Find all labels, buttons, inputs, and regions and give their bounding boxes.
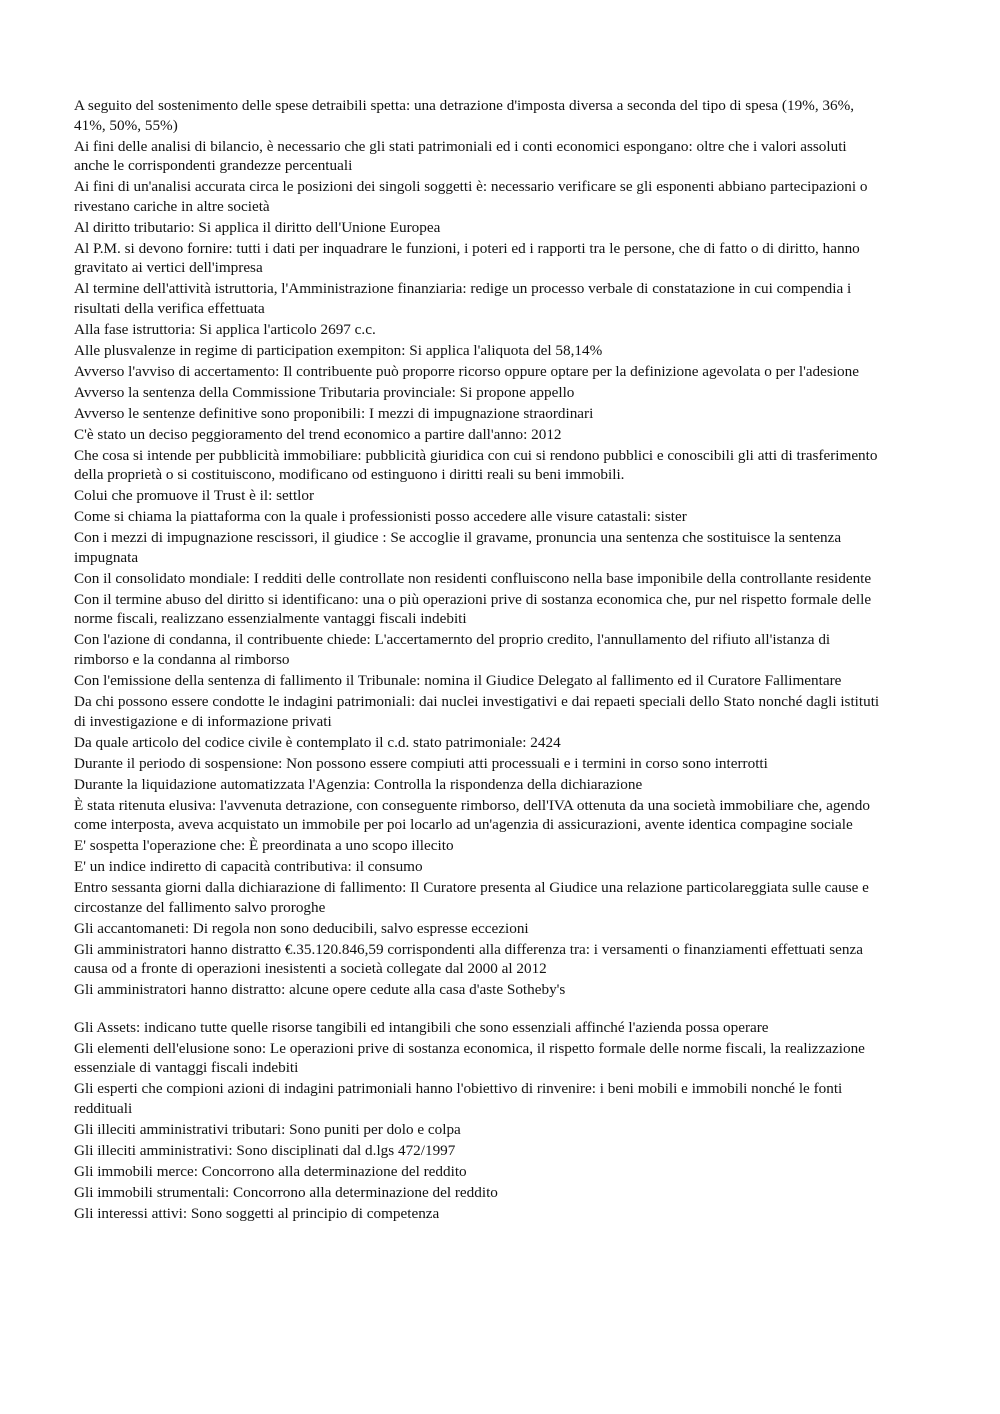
qa-entry: E' un indice indiretto di capacità contributiva: il consumo bbox=[74, 858, 423, 876]
qa-entry: Da quale articolo del codice civile è contemplato il c.d. stato patrimoniale: 2424 bbox=[74, 733, 561, 751]
qa-entry: Gli amministratori hanno distratto €.35.120.846,59 corrispondenti alla differenza tra: i versamenti o finanziamenti effettuati senza causa od a fronte di operazioni inesistenti a società collegate dal 2000 al 2012 bbox=[74, 940, 863, 978]
qa-entry: A seguito del sostenimento delle spese detraibili spetta: una detrazione d'imposta diversa a seconda del tipo di spesa (19%, 36%, 41%, 50%, 55%) bbox=[74, 97, 855, 134]
qa-entry: Gli illeciti amministrativi tributari: Sono puniti per dolo e colpa bbox=[74, 1120, 461, 1138]
qa-entry: È stata ritenuta elusiva: l'avvenuta detrazione, con conseguente rimborso, dell'IVA ottenuta da una società immobiliare che, agendo come interposta, aveva acquistato un immobile per poi locarlo ad un'agenzia di assicurazioni, avente identica compagine sociale bbox=[74, 796, 870, 834]
qa-entry: Come si chiama la piattaforma con la quale i professionisti posso accedere alle visure catastali: sister bbox=[74, 508, 687, 526]
qa-entry-list bbox=[74, 96, 882, 1225]
qa-entry: Alle plusvalenze in regime di participation exempiton: Si applica l'aliquota del 58,14% bbox=[74, 341, 603, 359]
qa-entry: Al termine dell'attività istruttoria, l'Amministrazione finanziaria: redige un processo verbale di constatazione in cui compendia i risultati della verifica effettuata bbox=[74, 280, 852, 317]
qa-entry: Durante il periodo di sospensione: Non possono essere compiuti atti processuali e i termini in corso sono interrotti bbox=[74, 754, 768, 772]
qa-entry: Gli accantomaneti: Di regola non sono deducibili, salvo espresse eccezioni bbox=[74, 919, 529, 937]
qa-entry: Che cosa si intende per pubblicità immobiliare: pubblicità giuridica con cui si rendono pubblici e conoscibili gli atti di trasferimento della proprietà o si costituiscono, modificano od estinguono i diritti reali su beni immobili. bbox=[74, 446, 878, 484]
qa-entry: Durante la liquidazione automatizzata l'Agenzia: Controlla la rispondenza della dichiarazione bbox=[74, 775, 643, 793]
qa-entry: Avverso le sentenze definitive sono proponibili: I mezzi di impugnazione straordinari bbox=[74, 404, 594, 422]
qa-entry: Con il consolidato mondiale: I redditi delle controllate non residenti confluiscono nella base imponibile della controllante residente bbox=[74, 569, 872, 587]
qa-entry: E' sospetta l'operazione che: È preordinata a uno scopo illecito bbox=[74, 837, 454, 855]
qa-entry: Gli immobili strumentali: Concorrono alla determinazione del reddito bbox=[74, 1183, 498, 1201]
qa-entry: Ai fini delle analisi di bilancio, è necessario che gli stati patrimoniali ed i conti economici espongano: oltre che i valori assoluti anche le corrispondenti grandezze percentuali bbox=[74, 137, 847, 175]
qa-entry: Gli illeciti amministrativi: Sono disciplinati dal d.lgs 472/1997 bbox=[74, 1141, 456, 1159]
qa-entry: Al P.M. si devono fornire: tutti i dati per inquadrare le funzioni, i poteri ed i rapporti tra le persone, che di fatto o di diritto, hanno gravitato ai vertici dell'impresa bbox=[74, 239, 860, 277]
qa-entry: Alla fase istruttoria: Si applica l'articolo 2697 c.c. bbox=[74, 320, 376, 338]
qa-entry: Con l'emissione della sentenza di fallimento il Tribunale: nomina il Giudice Delegato al fallimento ed il Curatore Fallimentare bbox=[74, 672, 842, 690]
qa-entry: Avverso la sentenza della Commissione Tributaria provinciale: Si propone appello bbox=[74, 383, 575, 401]
qa-entry: Gli esperti che compioni azioni di indagini patrimoniali hanno l'obiettivo di rinvenire: i beni mobili e immobili nonché le fonti reddituali bbox=[74, 1080, 843, 1117]
qa-entry: Con i mezzi di impugnazione rescissori, il giudice : Se accoglie il gravame, pronuncia una sentenza che sostituisce la sentenza impugnata bbox=[74, 529, 842, 566]
qa-entry: C'è stato un deciso peggioramento del trend economico a partire dall'anno: 2012 bbox=[74, 425, 562, 443]
qa-entry: Con il termine abuso del diritto si identificano: una o più operazioni prive di sostanza economica che, pur nel rispetto formale delle norme fiscali, realizzano essenzialmente vantaggi fiscali indebiti bbox=[74, 590, 872, 628]
qa-entry: Ai fini di un'analisi accurata circa le posizioni dei singoli soggetti è: necessario verificare se gli esponenti abbiano partecipazioni o rivestano cariche in altre società bbox=[74, 178, 868, 215]
qa-entry: Con l'azione di condanna, il contribuente chiede: L'accertamernto del proprio credito, l'annullamento del rifiuto all'istanza di rimborso e la condanna al rimborso bbox=[74, 631, 831, 669]
qa-entry: Gli amministratori hanno distratto: alcune opere cedute alla casa d'aste Sotheby's bbox=[74, 981, 566, 999]
qa-entry: Gli interessi attivi: Sono soggetti al principio di competenza bbox=[74, 1204, 440, 1222]
qa-entry: Colui che promuove il Trust è il: settlor bbox=[74, 487, 315, 505]
qa-entry: Gli Assets: indicano tutte quelle risorse tangibili ed intangibili che sono essenziali affinché l'azienda possa operare bbox=[74, 1018, 769, 1036]
qa-entry: Avverso l'avviso di accertamento: Il contribuente può proporre ricorso oppure optare per la definizione agevolata o per l'adesione bbox=[74, 362, 859, 380]
qa-entry: Gli elementi dell'elusione sono: Le operazioni prive di sostanza economica, il rispetto formale delle norme fiscali, la realizzazione essenziale di vantaggi fiscali indebiti bbox=[74, 1039, 865, 1077]
qa-entry: Al diritto tributario: Si applica il diritto dell'Unione Europea bbox=[74, 218, 441, 236]
qa-entry: Gli immobili merce: Concorrono alla determinazione del reddito bbox=[74, 1162, 467, 1180]
qa-entry: Da chi possono essere condotte le indagini patrimoniali: dai nuclei investigativi e dai repaeti speciali dello Stato nonché dagli istituti di investigazione e di informazione privati bbox=[74, 693, 880, 730]
qa-entry: Entro sessanta giorni dalla dichiarazione di fallimento: Il Curatore presenta al Giudice una relazione particolareggiata sulle cause e circostanze del fallimento salvo proroghe bbox=[74, 879, 869, 916]
